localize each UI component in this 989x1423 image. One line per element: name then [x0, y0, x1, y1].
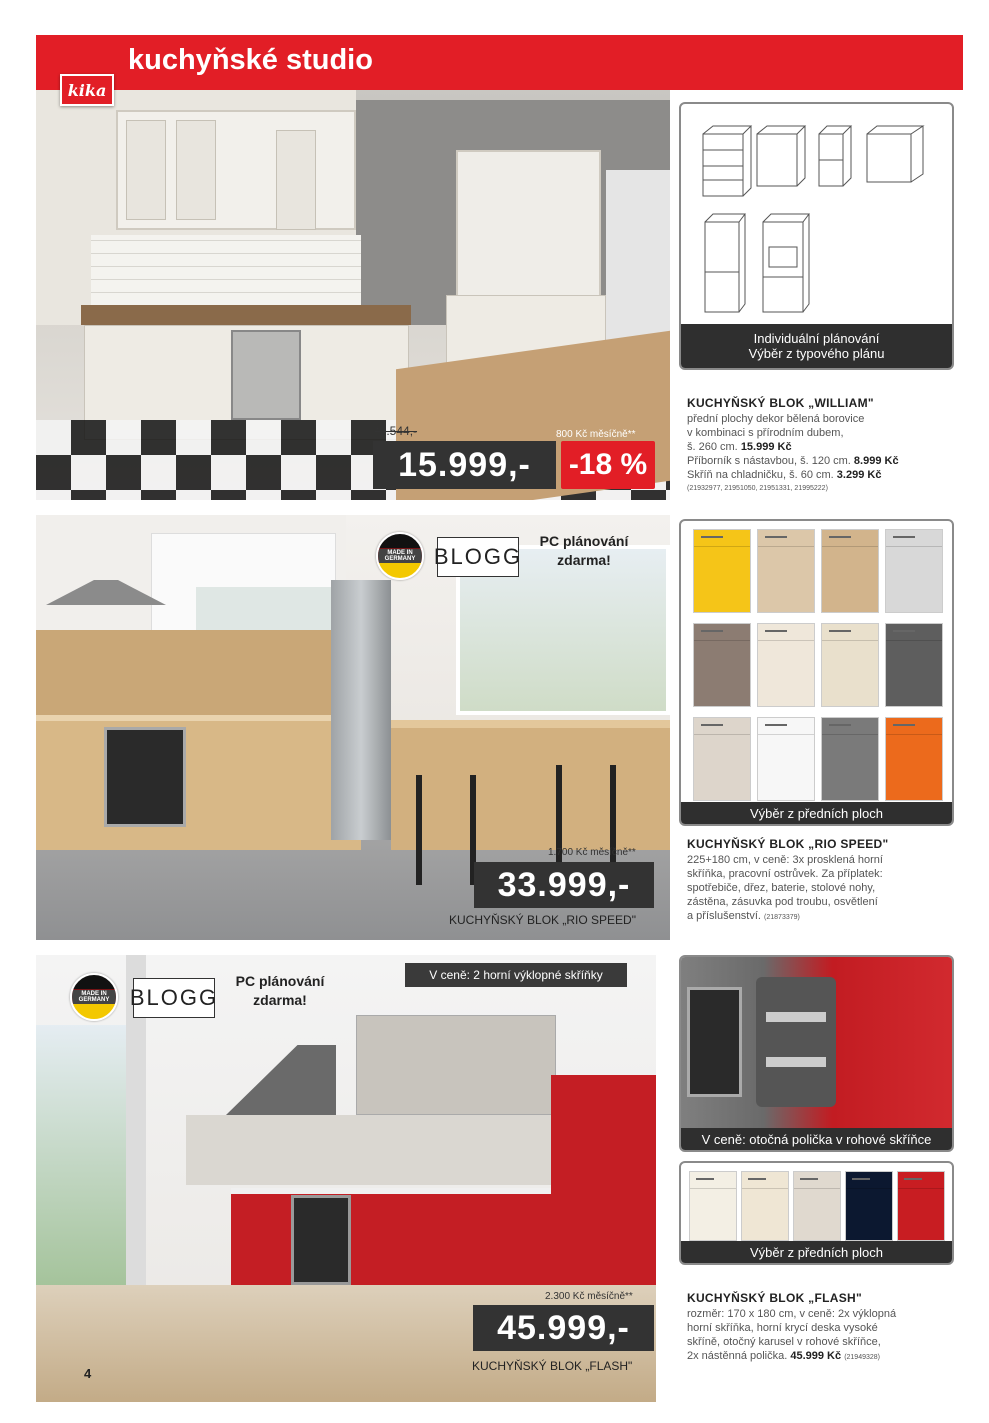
page-title: kuchyňské studio — [128, 44, 373, 76]
pc-planning-line2: zdarma! — [253, 992, 307, 1008]
product-codes: (21873379) — [764, 914, 800, 921]
old-price: *9.544,- — [375, 424, 418, 438]
front-color-tile[interactable] — [693, 529, 751, 613]
desc-line: skříně, otočný karusel v rohové skříňce, — [687, 1336, 881, 1348]
front-color-tile[interactable] — [757, 623, 815, 707]
monthly-installment-rio: 1.700 Kč měsíčně** — [548, 847, 636, 858]
page-number: 4 — [84, 1366, 92, 1381]
label-rio-speed: KUCHYŇSKÝ BLOK „RIO SPEED" — [449, 913, 636, 927]
front-color-tile[interactable] — [885, 529, 943, 613]
desc-line: v kombinaci s přírodním dubem, — [687, 427, 844, 439]
description-rio-speed — [687, 837, 889, 925]
desc-line: rozměr: 170 x 180 cm, v ceně: 2x výklopná — [687, 1308, 897, 1320]
front-color-tile[interactable] — [821, 623, 879, 707]
fronts-caption-flash: Výběr z předních ploch — [681, 1241, 952, 1263]
planning-panel — [679, 102, 954, 370]
pc-planning-free — [526, 532, 642, 570]
front-color-tile[interactable] — [897, 1171, 945, 1241]
desc-price: 3.299 Kč — [836, 469, 882, 481]
made-in-germany-text: MADE IN GERMANY — [378, 549, 422, 563]
handle-icon — [765, 536, 787, 538]
desc-line: spotřebiče, dřez, baterie, stolové nohy, — [687, 882, 876, 894]
fronts-panel-flash — [679, 1161, 954, 1265]
handle-icon — [852, 1178, 870, 1180]
pc-planning-free — [222, 972, 338, 1010]
desc-line: š. 260 cm. 15.999 Kč — [687, 441, 792, 453]
handle-icon — [765, 630, 787, 632]
desc-price: 15.999 Kč — [740, 441, 792, 453]
title-william: KUCHYŇSKÝ BLOK „WILLIAM" — [687, 396, 874, 410]
front-color-tile[interactable] — [689, 1171, 737, 1241]
discount-badge: -18 % — [561, 441, 655, 489]
corner-shelf-caption: V ceně: otočná polička v rohové skříňce — [681, 1128, 952, 1150]
pc-planning-line1: PC plánování — [235, 973, 325, 989]
description-flash — [687, 1291, 896, 1365]
desc-line: Příborník s nástavbou, š. 120 cm. 8.999 Kč — [687, 455, 899, 467]
front-color-tile[interactable] — [693, 623, 751, 707]
kika-logo[interactable]: kika — [60, 74, 114, 106]
front-tiles-rio — [693, 529, 945, 801]
handle-icon — [893, 724, 915, 726]
blogg-logo: BLOGG — [437, 537, 519, 577]
desc-line: skříňka, pracovní ostrůvek. Za příplatek: — [687, 868, 883, 880]
handle-icon — [829, 630, 851, 632]
desc-line: zástěna, zásuvka pod troubu, osvětlení — [687, 896, 878, 908]
pc-planning-line1: PC plánování — [539, 533, 629, 549]
monthly-installment-flash: 2.300 Kč měsíčně** — [545, 1291, 633, 1302]
blogg-logo: BLOGG — [133, 978, 215, 1018]
price-rio-speed: 33.999,- — [474, 862, 654, 908]
front-color-tile[interactable] — [741, 1171, 789, 1241]
made-in-germany-badge — [70, 973, 118, 1021]
cabinet-drawings — [695, 122, 941, 322]
front-color-tile[interactable] — [693, 717, 751, 801]
handle-icon — [701, 536, 723, 538]
handle-icon — [829, 536, 851, 538]
planning-caption-line1: Individuální plánování — [753, 331, 880, 346]
desc-line: 225+180 cm, v ceně: 3x prosklená horní — [687, 854, 883, 866]
handle-icon — [696, 1178, 714, 1180]
pc-planning-line2: zdarma! — [557, 552, 611, 568]
corner-shelf-panel — [679, 955, 954, 1152]
front-color-tile[interactable] — [821, 529, 879, 613]
label-flash: KUCHYŇSKÝ BLOK „FLASH" — [472, 1359, 633, 1373]
made-in-germany-text: MADE IN GERMANY — [72, 990, 116, 1004]
included-upper-cabinets-note: V ceně: 2 horní výklopné skříňky — [405, 963, 627, 987]
desc-line: 2x nástěnná polička. 45.999 Kč (21949328) — [687, 1350, 880, 1362]
made-in-germany-badge — [376, 532, 424, 580]
planning-caption-line2: Výběr z typového plánu — [748, 346, 885, 361]
handle-icon — [904, 1178, 922, 1180]
handle-icon — [701, 724, 723, 726]
handle-icon — [800, 1178, 818, 1180]
planning-caption — [681, 324, 952, 368]
handle-icon — [701, 630, 723, 632]
monthly-installment-william: 800 Kč měsíčně** — [556, 429, 636, 440]
front-color-tile[interactable] — [793, 1171, 841, 1241]
front-color-tile[interactable] — [885, 623, 943, 707]
description-william — [687, 396, 899, 496]
desc-price: 8.999 Kč — [853, 455, 899, 467]
fronts-caption-rio: Výběr z předních ploch — [681, 802, 952, 824]
desc-line: přední plochy dekor bělená borovice — [687, 413, 865, 425]
product-codes: (21949328) — [844, 1354, 880, 1361]
desc-line: a příslušenství. (21873379) — [687, 910, 800, 922]
front-color-tile[interactable] — [821, 717, 879, 801]
title-flash: KUCHYŇSKÝ BLOK „FLASH" — [687, 1291, 862, 1305]
handle-icon — [829, 724, 851, 726]
handle-icon — [765, 724, 787, 726]
price-flash: 45.999,- — [473, 1305, 654, 1351]
handle-icon — [748, 1178, 766, 1180]
desc-line: horní skříňka, horní krycí deska vysoké — [687, 1322, 878, 1334]
handle-icon — [893, 630, 915, 632]
desc-price: 45.999 Kč — [790, 1350, 842, 1362]
title-rio-speed: KUCHYŇSKÝ BLOK „RIO SPEED" — [687, 837, 889, 851]
front-color-tile[interactable] — [845, 1171, 893, 1241]
front-tiles-flash — [689, 1171, 948, 1243]
price-william: 15.999,- — [373, 441, 556, 489]
desc-line: Skříň na chladničku, š. 60 cm. 3.299 Kč — [687, 469, 882, 481]
front-color-tile[interactable] — [757, 717, 815, 801]
handle-icon — [893, 536, 915, 538]
front-color-tile[interactable] — [885, 717, 943, 801]
fronts-panel-rio — [679, 519, 954, 826]
product-codes: (21932977, 21951050, 21951331, 21995222) — [687, 485, 828, 492]
front-color-tile[interactable] — [757, 529, 815, 613]
